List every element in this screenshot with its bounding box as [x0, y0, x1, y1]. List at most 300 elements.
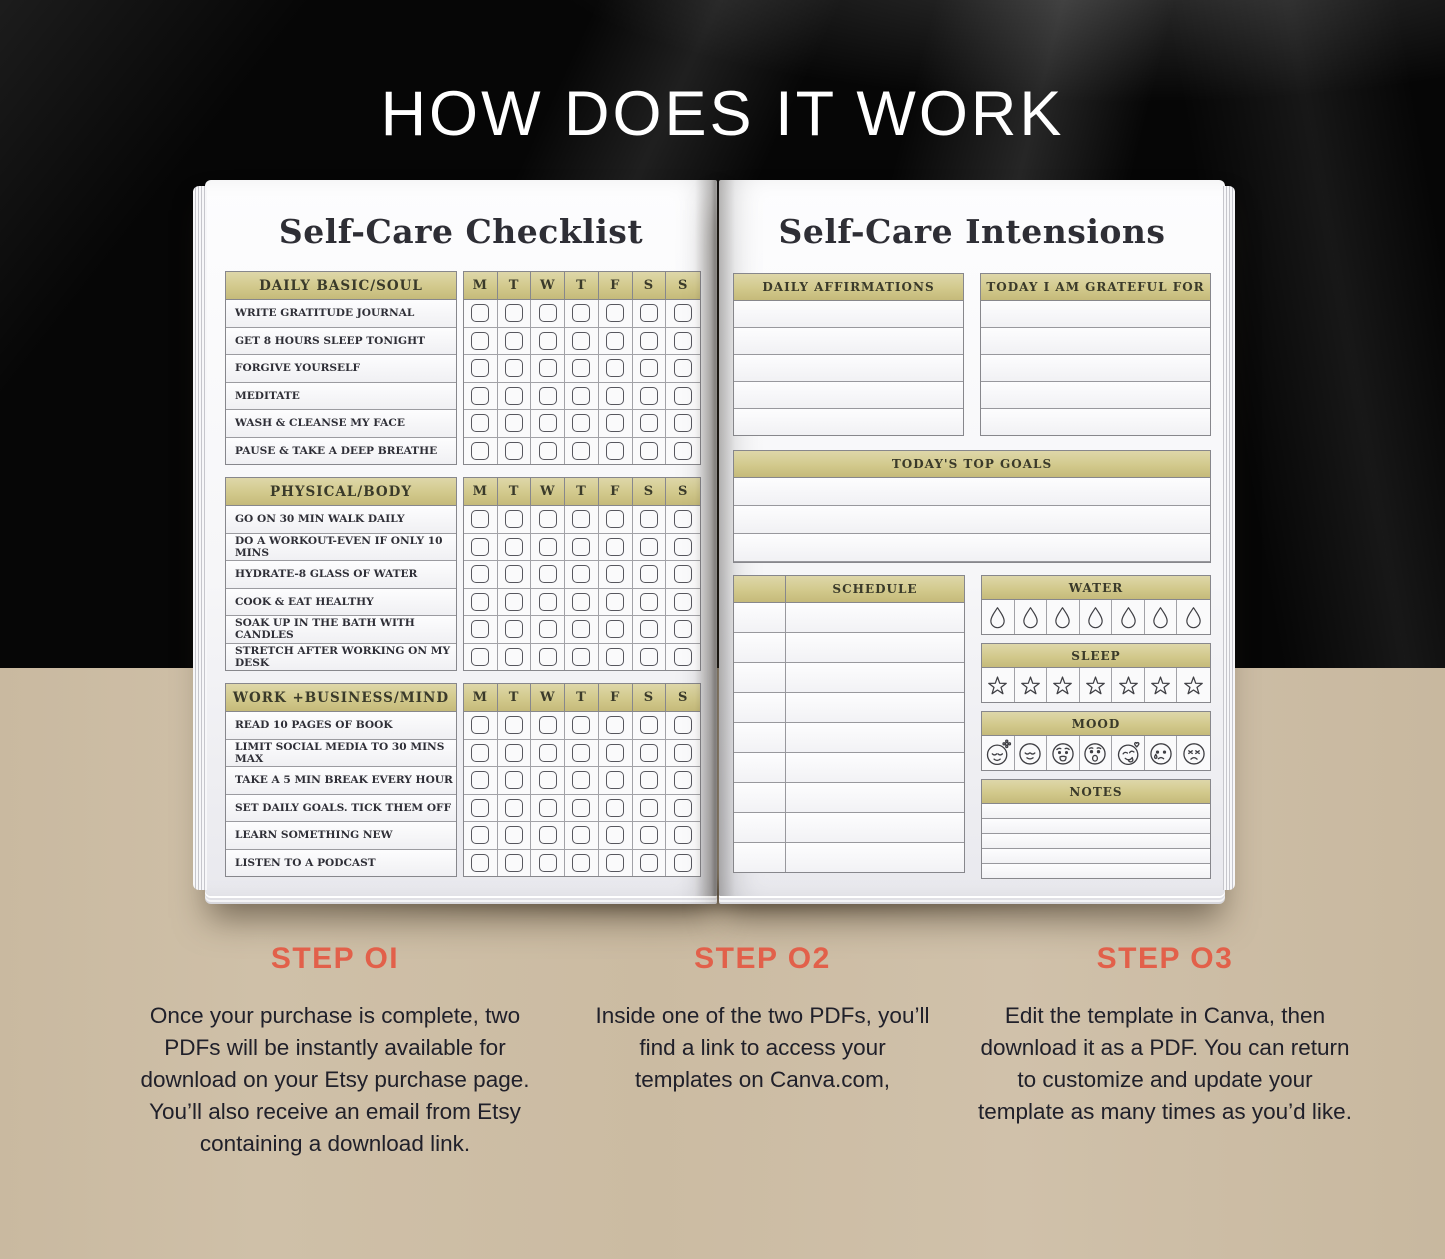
writing-line — [734, 382, 963, 409]
checkbox-cell — [666, 300, 700, 328]
checkbox-cell — [666, 644, 700, 671]
water-tracker — [981, 575, 1211, 635]
mood-cell — [1112, 736, 1145, 770]
checkbox — [505, 716, 523, 734]
star-icon — [1049, 672, 1076, 699]
checkbox-cell — [599, 438, 633, 465]
day-grid — [463, 477, 701, 671]
checkbox-cell — [666, 822, 700, 850]
section-header: DAILY BASIC/SOUL — [226, 272, 456, 300]
water-cell — [1112, 600, 1145, 634]
checkbox — [640, 359, 658, 377]
checklist-title: Self-Care Checklist — [278, 212, 644, 251]
checkbox — [640, 565, 658, 583]
checkbox — [640, 593, 658, 611]
checkbox-cell — [464, 740, 498, 768]
checkbox — [471, 538, 489, 556]
writing-line — [734, 409, 963, 435]
checkbox — [505, 332, 523, 350]
sleep-header: SLEEP — [981, 643, 1211, 668]
checkbox — [606, 538, 624, 556]
checkbox-cell — [633, 534, 667, 562]
checkbox-cell — [498, 383, 532, 411]
writing-line — [734, 506, 1210, 534]
day-header: S — [666, 478, 700, 506]
checkbox-cell — [565, 438, 599, 465]
checkbox-cell — [531, 438, 565, 465]
checkbox — [606, 304, 624, 322]
checkbox — [674, 854, 692, 872]
checkbox-cell — [464, 795, 498, 823]
notes-header: NOTES — [981, 779, 1211, 804]
schedule-row — [734, 663, 964, 693]
sleep-cell — [1080, 668, 1113, 702]
page-edges-left — [193, 186, 207, 890]
checkbox — [572, 826, 590, 844]
schedule-row — [734, 753, 964, 783]
star-icon — [984, 672, 1011, 699]
checkbox-cell — [565, 561, 599, 589]
writing-line — [734, 328, 963, 355]
checkbox — [572, 593, 590, 611]
section-header: PHYSICAL/BODY — [226, 478, 456, 506]
checkbox — [471, 304, 489, 322]
checkbox — [505, 799, 523, 817]
checkbox-cell — [531, 534, 565, 562]
water-drop-icon — [1181, 605, 1206, 630]
schedule-time-cell — [734, 783, 786, 813]
top-goals-lines — [734, 478, 1210, 562]
step-3 — [975, 942, 1355, 1160]
checkbox-cell — [464, 850, 498, 877]
checkbox-cell — [565, 300, 599, 328]
sleep-cell — [1112, 668, 1145, 702]
checkbox-cell — [498, 850, 532, 877]
intentions-body — [719, 273, 1225, 879]
checkbox — [606, 510, 624, 528]
step-3-text: Edit the template in Canva, then download it as a PDF. You can return to customize and update your template as many times as you’d like. — [978, 1003, 1352, 1124]
checkbox — [572, 332, 590, 350]
day-header: W — [531, 272, 565, 300]
sleep-cell — [1177, 668, 1210, 702]
day-header: M — [464, 684, 498, 712]
section-label-box — [225, 683, 457, 877]
checkbox-cell — [498, 767, 532, 795]
checkbox — [606, 854, 624, 872]
checkbox — [539, 771, 557, 789]
checkbox — [539, 565, 557, 583]
checkbox-cell — [498, 534, 532, 562]
checkbox — [606, 593, 624, 611]
checkbox — [572, 565, 590, 583]
schedule-time-cell — [734, 693, 786, 723]
checkbox — [505, 359, 523, 377]
checkbox-cell — [565, 383, 599, 411]
checkbox-cell — [464, 767, 498, 795]
checkbox — [539, 716, 557, 734]
checkbox — [505, 565, 523, 583]
checkbox-cell — [498, 561, 532, 589]
checkbox-cell — [633, 822, 667, 850]
checkbox-cell — [498, 740, 532, 768]
checkbox-cell — [599, 589, 633, 617]
checklist-item: WRITE GRATITUDE JOURNAL — [226, 300, 456, 328]
checkbox — [572, 414, 590, 432]
schedule-entry-cell — [786, 813, 964, 843]
checkbox — [640, 387, 658, 405]
checkbox — [539, 510, 557, 528]
step-2 — [588, 942, 938, 1160]
sleep-cell — [1015, 668, 1048, 702]
checkbox — [572, 538, 590, 556]
checkbox-cell — [599, 410, 633, 438]
trackers-column — [981, 575, 1211, 879]
checkbox-cell — [531, 822, 565, 850]
checkbox-cell — [565, 644, 599, 671]
checkbox — [674, 510, 692, 528]
planner-book — [193, 172, 1237, 908]
checkbox-cell — [666, 712, 700, 740]
checkbox — [640, 538, 658, 556]
checkbox-cell — [666, 534, 700, 562]
checkbox-cell — [633, 616, 667, 644]
schedule-time-cell — [734, 813, 786, 843]
checkbox — [606, 442, 624, 460]
schedule-time-cell — [734, 603, 786, 633]
checklist-item: LIMIT SOCIAL MEDIA TO 30 MINS MAX — [226, 740, 456, 768]
checkbox — [539, 359, 557, 377]
checkbox-cell — [565, 410, 599, 438]
writing-line — [981, 355, 1210, 382]
checkbox-cell — [599, 822, 633, 850]
checkbox — [640, 771, 658, 789]
mood-cell — [1177, 736, 1210, 770]
checkbox-cell — [666, 616, 700, 644]
water-cell — [1047, 600, 1080, 634]
schedule-time-cell — [734, 843, 786, 872]
affirmations-lines — [734, 301, 963, 435]
grateful-lines — [981, 301, 1210, 435]
checkbox — [471, 332, 489, 350]
checkbox-cell — [565, 589, 599, 617]
water-row — [981, 600, 1211, 635]
checkbox-cell — [565, 534, 599, 562]
right-page — [719, 180, 1225, 896]
checkbox — [674, 387, 692, 405]
checkbox-cell — [531, 589, 565, 617]
checklist-item: LEARN SOMETHING NEW — [226, 822, 456, 850]
sleep-cell — [1145, 668, 1178, 702]
mood-cell — [1015, 736, 1048, 770]
checklist-item: FORGIVE YOURSELF — [226, 355, 456, 383]
checkbox-cell — [531, 767, 565, 795]
checkbox — [674, 304, 692, 322]
star-icon — [1147, 672, 1174, 699]
checkbox — [471, 510, 489, 528]
checklist-section-2 — [225, 477, 701, 671]
day-header: T — [498, 272, 532, 300]
checklist-item: DO A WORKOUT-EVEN IF ONLY 10 MINS — [226, 534, 456, 562]
water-cell — [1015, 600, 1048, 634]
checkbox — [471, 648, 489, 666]
notes-block — [981, 779, 1211, 879]
day-header: F — [599, 478, 633, 506]
schedule-entry-cell — [786, 843, 964, 872]
checkbox-cell — [633, 589, 667, 617]
surprised-icon — [1081, 739, 1109, 767]
checkbox — [505, 538, 523, 556]
checkbox — [572, 854, 590, 872]
day-header: S — [666, 684, 700, 712]
relieved-flower-icon — [984, 739, 1012, 767]
checkbox-cell — [531, 355, 565, 383]
checkbox — [640, 648, 658, 666]
checkbox — [674, 771, 692, 789]
checkbox — [572, 387, 590, 405]
checkbox — [539, 744, 557, 762]
day-header: W — [531, 684, 565, 712]
checkbox — [674, 744, 692, 762]
checklist-item: LISTEN TO A PODCAST — [226, 850, 456, 877]
checkbox-cell — [633, 561, 667, 589]
schedule-rows — [734, 603, 964, 872]
checkbox — [606, 387, 624, 405]
day-header: T — [565, 272, 599, 300]
water-drop-icon — [1050, 605, 1075, 630]
checkbox — [606, 744, 624, 762]
schedule-entry-cell — [786, 633, 964, 663]
checklist-item: GO ON 30 MIN WALK DAILY — [226, 506, 456, 534]
intentions-title: Self-Care Intensions — [778, 212, 1166, 251]
checkbox-cell — [666, 767, 700, 795]
checkbox-cell — [464, 589, 498, 617]
checkbox-cell — [599, 712, 633, 740]
checkbox-cell — [599, 561, 633, 589]
checkbox — [640, 826, 658, 844]
checkbox — [640, 304, 658, 322]
checkbox — [539, 620, 557, 638]
checkbox — [539, 304, 557, 322]
water-drop-icon — [1116, 605, 1141, 630]
checkbox-cell — [498, 410, 532, 438]
day-header: S — [666, 272, 700, 300]
checkbox-cell — [599, 300, 633, 328]
checkbox-cell — [464, 644, 498, 671]
checkbox-cell — [633, 767, 667, 795]
checkbox-cell — [498, 438, 532, 465]
water-cell — [982, 600, 1015, 634]
checklist-sections — [205, 251, 717, 877]
step-1 — [120, 942, 550, 1160]
checkbox-cell — [498, 644, 532, 671]
checkbox-cell — [565, 616, 599, 644]
checkbox-cell — [531, 644, 565, 671]
checkbox-cell — [666, 328, 700, 356]
checkbox-cell — [531, 561, 565, 589]
checkbox — [640, 799, 658, 817]
checkbox-cell — [666, 355, 700, 383]
writing-line — [734, 301, 963, 328]
checkbox-cell — [599, 616, 633, 644]
checkbox-cell — [531, 300, 565, 328]
checkbox-cell — [633, 328, 667, 356]
checkbox-cell — [531, 616, 565, 644]
checkbox-cell — [498, 506, 532, 534]
checkbox-cell — [498, 795, 532, 823]
checklist-section-3 — [225, 683, 701, 877]
checkbox — [505, 414, 523, 432]
checkbox — [505, 510, 523, 528]
checkbox — [505, 771, 523, 789]
checkbox — [640, 332, 658, 350]
checkbox-cell — [498, 355, 532, 383]
checklist-item: SOAK UP IN THE BATH WITH CANDLES — [226, 616, 456, 644]
checkbox-cell — [599, 355, 633, 383]
checkbox — [471, 771, 489, 789]
page-title: HOW DOES IT WORK — [380, 79, 1065, 150]
checkbox — [471, 854, 489, 872]
checkbox — [539, 387, 557, 405]
checkbox — [471, 565, 489, 583]
checklist-item: PAUSE & TAKE A DEEP BREATHE — [226, 438, 456, 465]
checkbox — [640, 854, 658, 872]
day-header: M — [464, 272, 498, 300]
checkbox — [539, 414, 557, 432]
schedule-time-cell — [734, 663, 786, 693]
grateful-box — [980, 273, 1211, 436]
writing-line — [734, 534, 1210, 562]
day-header: S — [633, 478, 667, 506]
grateful-header: TODAY I AM GRATEFUL FOR — [981, 274, 1210, 301]
checkbox-cell — [633, 712, 667, 740]
checkbox-cell — [599, 795, 633, 823]
writing-line — [981, 409, 1210, 435]
checkbox-cell — [464, 616, 498, 644]
checklist-section-1 — [225, 271, 701, 465]
mood-cell — [1080, 736, 1113, 770]
checkbox-cell — [464, 712, 498, 740]
water-drop-icon — [1083, 605, 1108, 630]
top-goals-header: TODAY'S TOP GOALS — [734, 451, 1210, 478]
checkbox-cell — [666, 795, 700, 823]
sleep-cell — [982, 668, 1015, 702]
checkbox — [505, 854, 523, 872]
checkbox-cell — [498, 712, 532, 740]
checklist-item: READ 10 PAGES OF BOOK — [226, 712, 456, 740]
checkbox-cell — [565, 795, 599, 823]
checkbox-cell — [531, 506, 565, 534]
checkbox-cell — [498, 300, 532, 328]
schedule-row — [734, 693, 964, 723]
schedule-time-cell — [734, 633, 786, 663]
checkbox-cell — [599, 506, 633, 534]
checkbox — [471, 414, 489, 432]
checkbox — [471, 387, 489, 405]
checkbox — [674, 648, 692, 666]
checkbox — [471, 620, 489, 638]
checkbox-cell — [464, 438, 498, 465]
checkbox-cell — [599, 850, 633, 877]
checkbox — [572, 359, 590, 377]
schedule-row — [734, 723, 964, 753]
checkbox — [674, 565, 692, 583]
checkbox — [539, 854, 557, 872]
water-drop-icon — [1148, 605, 1173, 630]
checkbox — [572, 304, 590, 322]
day-header: T — [565, 684, 599, 712]
section-label-box — [225, 477, 457, 671]
checkbox — [572, 442, 590, 460]
sleep-row — [981, 668, 1211, 703]
mood-cell — [1145, 736, 1178, 770]
step-1-label: STEP OI — [270, 942, 400, 975]
checkbox — [606, 771, 624, 789]
checkbox — [505, 304, 523, 322]
checklist-item: MEDITATE — [226, 383, 456, 411]
checklist-item: WASH & CLEANSE MY FACE — [226, 410, 456, 438]
writing-line — [981, 301, 1210, 328]
day-grid — [463, 271, 701, 465]
section-label-box — [225, 271, 457, 465]
checkbox — [505, 442, 523, 460]
writing-line — [734, 478, 1210, 506]
checkbox-cell — [464, 561, 498, 589]
notes-line — [982, 834, 1210, 849]
schedule-entry-cell — [786, 603, 964, 633]
checkbox-cell — [498, 616, 532, 644]
notes-line — [982, 819, 1210, 834]
star-icon — [1180, 672, 1207, 699]
checklist-item: GET 8 HOURS SLEEP TONIGHT — [226, 328, 456, 356]
checkbox-cell — [666, 740, 700, 768]
checkbox — [505, 826, 523, 844]
notes-line — [982, 849, 1210, 864]
star-icon — [1082, 672, 1109, 699]
writing-line — [981, 328, 1210, 355]
checkbox — [471, 799, 489, 817]
schedule-entry-cell — [786, 723, 964, 753]
checkbox — [505, 648, 523, 666]
checkbox — [640, 744, 658, 762]
checkbox — [674, 442, 692, 460]
checkbox — [640, 620, 658, 638]
checkbox — [572, 771, 590, 789]
schedule-table — [733, 575, 965, 873]
checkbox-cell — [599, 767, 633, 795]
sleep-cell — [1047, 668, 1080, 702]
checkbox — [640, 442, 658, 460]
checkbox — [606, 565, 624, 583]
anguished-icon — [1049, 739, 1077, 767]
checkbox — [471, 359, 489, 377]
checkbox-cell — [531, 795, 565, 823]
checkbox — [505, 620, 523, 638]
checkbox-cell — [633, 740, 667, 768]
schedule-entry-cell — [786, 663, 964, 693]
schedule-row — [734, 633, 964, 663]
checkbox — [539, 593, 557, 611]
checkbox — [674, 332, 692, 350]
checkbox-cell — [464, 300, 498, 328]
notes-line — [982, 864, 1210, 878]
checkbox — [572, 620, 590, 638]
checkbox-cell — [565, 850, 599, 877]
checkbox-cell — [633, 438, 667, 465]
checkbox-cell — [599, 328, 633, 356]
checkbox-cell — [633, 506, 667, 534]
checkbox — [674, 359, 692, 377]
writing-line — [734, 355, 963, 382]
